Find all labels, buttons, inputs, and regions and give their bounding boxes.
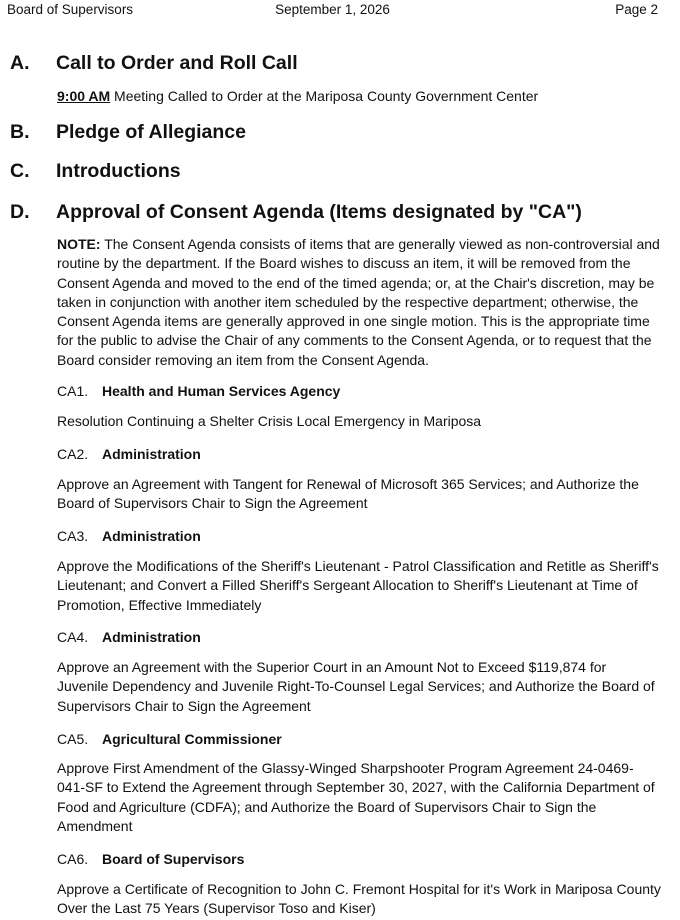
section-c-heading xyxy=(10,160,181,183)
agenda-item-text: Approve the Modifications of the Sheriff's Lieutenant - Patrol Classification and Retitle as Sheriff's Lieutenant; and Convert a Filled Sheriff's Sergeant Allocation to Sheriff's Lieutenant at Time of Promotion, Effective Immediately xyxy=(57,558,659,613)
section-d-heading xyxy=(10,201,582,224)
item-number: CA5. xyxy=(57,731,89,747)
item-number: CA6. xyxy=(57,851,89,867)
section-letter: B. xyxy=(10,121,30,143)
item-department: Health and Human Services Agency xyxy=(102,383,341,399)
agenda-item-text: Approve First Amendment of the Glassy-Winged Sharpshooter Program Agreement 24-0469-041-SF to Extend the Agreement through September 30, 2027, with the California Department of Food and Agriculture (CDFA); and Authorize the Board of Supervisors Chair to Sign the Amendment xyxy=(57,760,655,834)
item-department: Board of Supervisors xyxy=(102,851,245,867)
meeting-time: 9:00 AM xyxy=(57,88,111,104)
header-board-name: Board of Supervisors xyxy=(7,2,134,17)
section-letter: C. xyxy=(10,160,30,182)
note-label: NOTE: xyxy=(57,236,101,252)
agenda-item-heading xyxy=(57,731,282,747)
note-text: The Consent Agenda consists of items that are generally viewed as non-controversial and routine by the department. If the Board wishes to discuss an item, it will be removed from the Consent Agenda and moved to the end of the timed agenda; or, at the Chair's discretion, may be taken in conjunction with another item scheduled by the respective department; otherwise, the Consent Agenda items are generally approved in one single motion. This is the appropriate time for the public to advise the Chair of any comments to the Consent Agenda, or to request that the Board consider removing an item from the Consent Agenda. xyxy=(57,236,660,368)
agenda-item-heading xyxy=(57,528,201,544)
agenda-item-heading xyxy=(57,629,201,645)
section-letter: D. xyxy=(10,201,30,223)
section-title: Introductions xyxy=(56,160,181,182)
section-title: Call to Order and Roll Call xyxy=(56,52,298,74)
agenda-item-heading xyxy=(57,446,201,462)
section-letter: A. xyxy=(10,52,30,74)
agenda-item-text: Approve a Certificate of Recognition to John C. Fremont Hospital for it's Work in Mariposa County Over the Last 75 Years (Supervisor Toso and Kiser) xyxy=(57,881,661,917)
item-number: CA2. xyxy=(57,446,89,462)
section-title: Pledge of Allegiance xyxy=(56,121,246,143)
item-department: Administration xyxy=(102,446,201,462)
agenda-item-text: Resolution Continuing a Shelter Crisis Local Emergency in Mariposa xyxy=(57,413,482,429)
page-header xyxy=(7,2,658,20)
section-a-body xyxy=(57,87,661,106)
agenda-item-heading xyxy=(57,851,244,867)
agenda-item-text: Approve an Agreement with the Superior Court in an Amount Not to Exceed $119,874 for Juvenile Dependency and Juvenile Right-To-Counsel Legal Services; and Authorize the Board of Supervisors Chair to Sign the Agreement xyxy=(57,659,655,714)
consent-agenda-note xyxy=(57,235,661,370)
item-number: CA3. xyxy=(57,528,89,544)
meeting-text: Meeting Called to Order at the Mariposa County Government Center xyxy=(110,88,539,104)
item-department: Administration xyxy=(102,528,201,544)
section-title: Approval of Consent Agenda (Items designated by "CA") xyxy=(56,201,582,223)
section-b-heading xyxy=(10,121,246,144)
header-page-number: Page 2 xyxy=(615,2,658,17)
section-a-heading xyxy=(10,52,298,75)
item-department: Administration xyxy=(102,629,201,645)
item-number: CA1. xyxy=(57,383,89,399)
agenda-item-heading xyxy=(57,383,340,399)
item-number: CA4. xyxy=(57,629,89,645)
header-date: September 1, 2026 xyxy=(275,2,390,17)
agenda-item-text: Approve an Agreement with Tangent for Renewal of Microsoft 365 Services; and Authorize the Board of Supervisors Chair to Sign the Agreement xyxy=(57,476,639,512)
item-department: Agricultural Commissioner xyxy=(102,731,282,747)
